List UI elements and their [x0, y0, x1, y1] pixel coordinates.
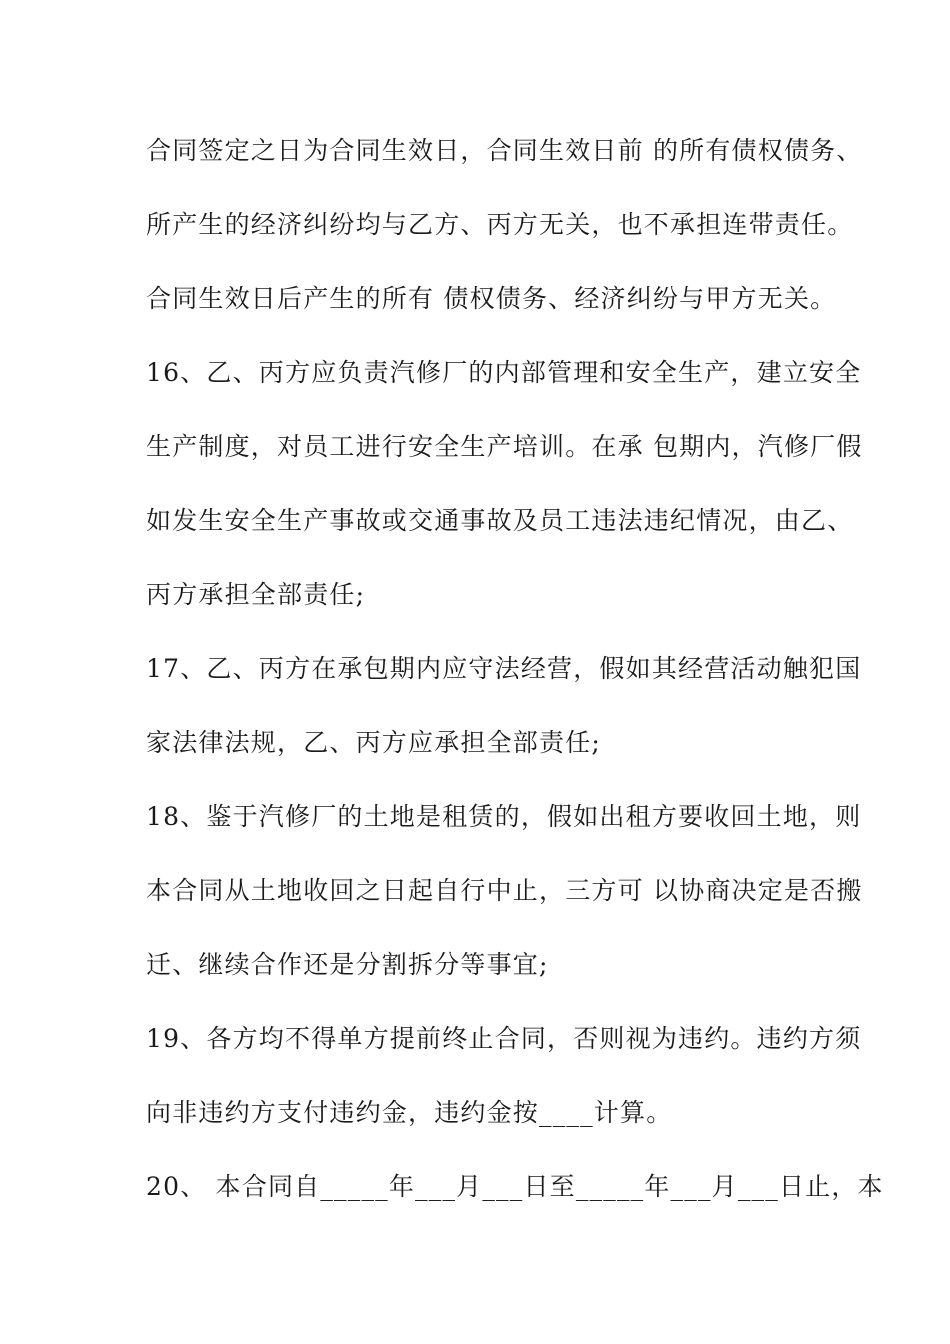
clause-16-line: 如发生安全生产事故或交通事故及员工违法违纪情况，由乙、: [146, 506, 854, 535]
clause-16-line: 生产制度，对员工进行安全生产培训。在承 包期内，汽修厂假: [146, 432, 863, 461]
clause-17-line: 17、乙、丙方在承包期内应守法经营，假如其经营活动触犯国: [146, 654, 862, 683]
clause-16-line: 16、乙、丙方应负责汽修厂的内部管理和安全生产，建立安全: [146, 358, 862, 387]
clause-18-line: 18、鉴于汽修厂的土地是租赁的，假如出租方要收回土地，则: [146, 802, 862, 831]
clause-19-line: 19、各方均不得单方提前终止合同，否则视为违约。违约方须: [146, 1024, 862, 1053]
clause-19-line: 向非违约方支付违约金，违约金按____计算。: [146, 1098, 673, 1127]
paragraph-line: 合同生效日后产生的所有 债权债务、经济纠纷与甲方无关。: [146, 284, 837, 313]
clause-20-line: 20、 本合同自_____年___月___日至_____年___月___日止，本: [146, 1172, 884, 1201]
paragraph-line: 所产生的经济纠纷均与乙方、丙方无关，也不承担连带责任。: [146, 210, 854, 239]
clause-18-line: 本合同从土地收回之日起自行中止，三方可 以协商决定是否搬: [146, 876, 863, 905]
paragraph-line: 合同签定之日为合同生效日，合同生效日前 的所有债权债务、: [146, 136, 863, 165]
clause-18-line: 迁、继续合作还是分割拆分等事宜;: [146, 950, 549, 979]
clause-17-line: 家法律法规，乙、丙方应承担全部责任;: [146, 728, 602, 757]
clause-16-line: 丙方承担全部责任;: [146, 580, 366, 609]
